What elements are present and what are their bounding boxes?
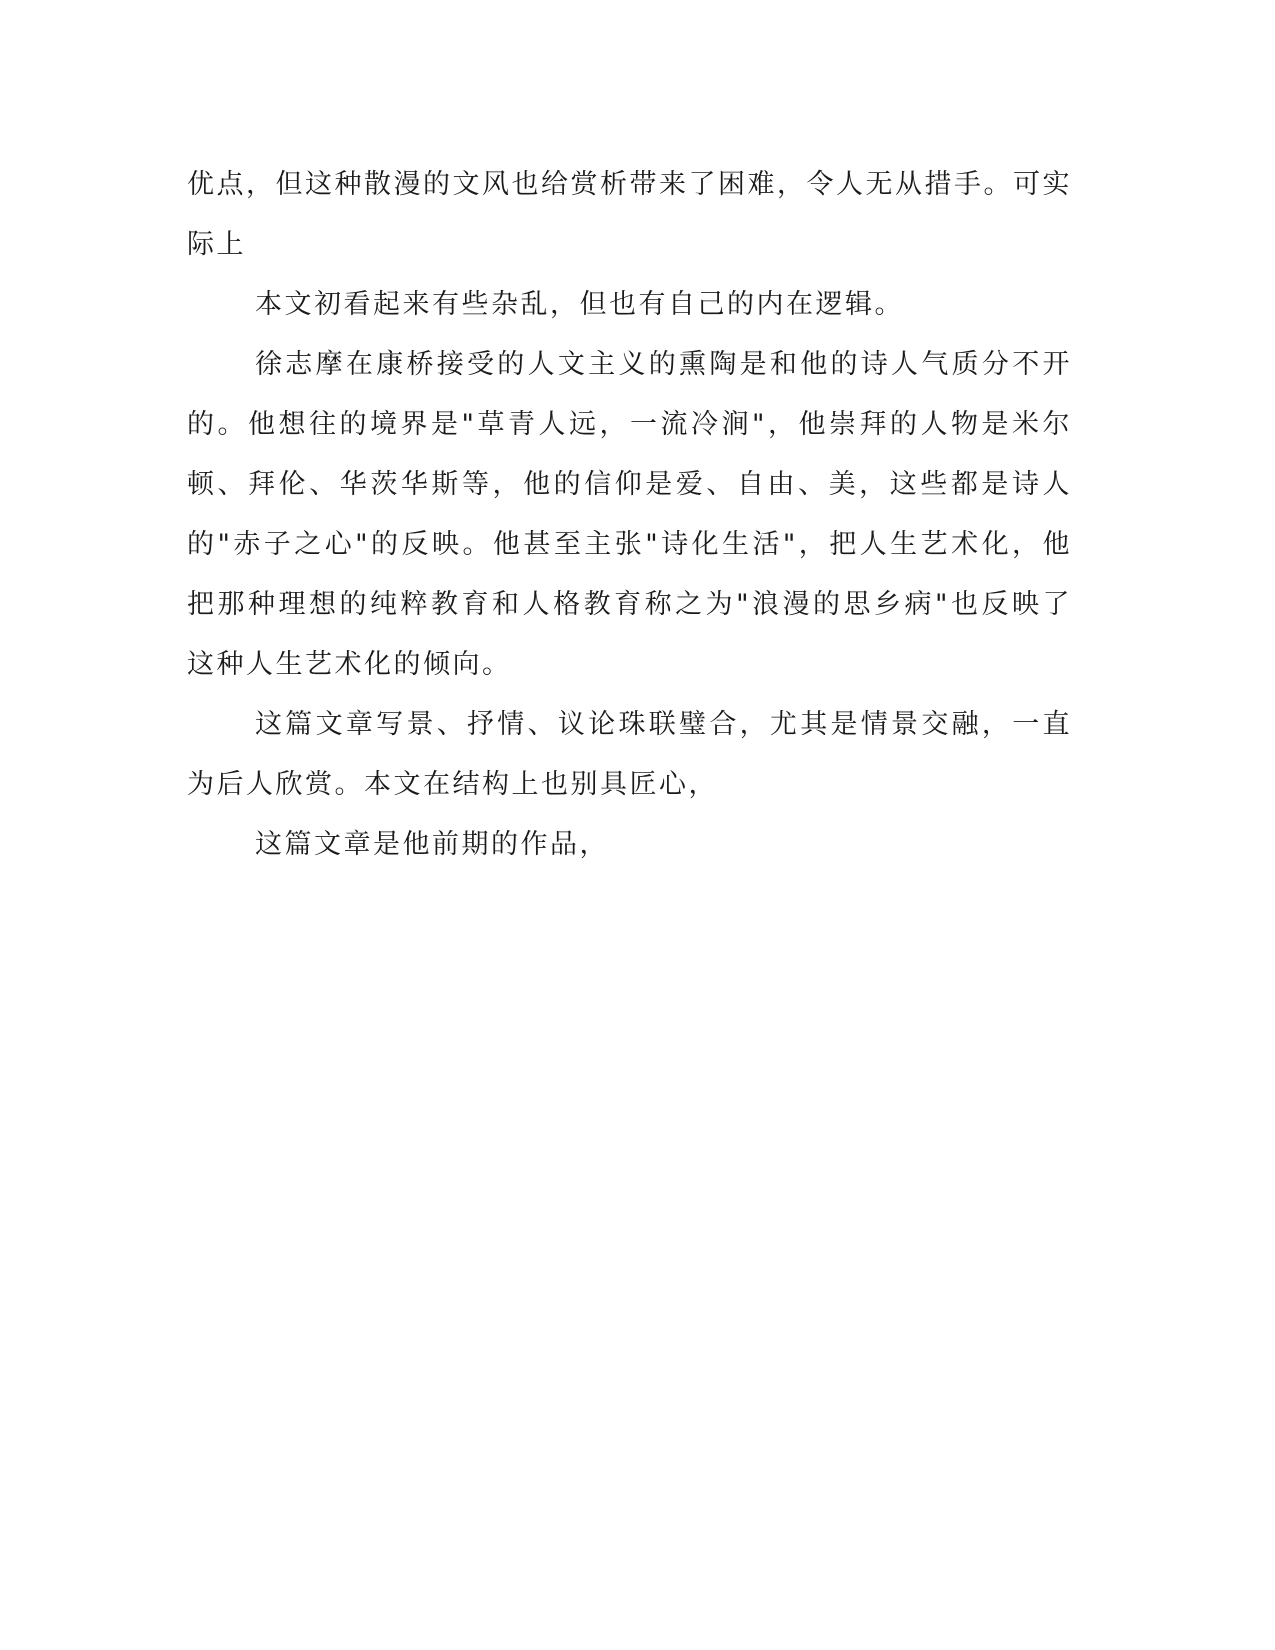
paragraph-2: 本文初看起来有些杂乱，但也有自己的内在逻辑。 bbox=[255, 289, 904, 320]
document-body bbox=[187, 155, 1072, 875]
paragraph-3: 徐志摩在康桥接受的人文主义的熏陶是和他的诗人气质分不开的。他想往的境界是"草青人远，一流冷涧"，他崇拜的人物是米尔顿、拜伦、华茨华斯等，他的信仰是爱、自由、美，这些都是诗人的"赤子之心"的反映。他甚至主张"诗化生活"，把人生艺术化，他把那种理想的纯粹教育和人格教育称之为"浪漫的思乡病"也反映了这种人生艺术化的倾向。 bbox=[187, 349, 1072, 680]
paragraph-1: 优点，但这种散漫的文风也给赏析带来了困难，令人无从措手。可实际上 bbox=[187, 169, 1072, 260]
paragraph-5: 这篇文章是他前期的作品， bbox=[255, 829, 609, 860]
paragraph-4: 这篇文章写景、抒情、议论珠联璧合，尤其是情景交融，一直为后人欣赏。本文在结构上也别具匠心， bbox=[187, 709, 1072, 800]
